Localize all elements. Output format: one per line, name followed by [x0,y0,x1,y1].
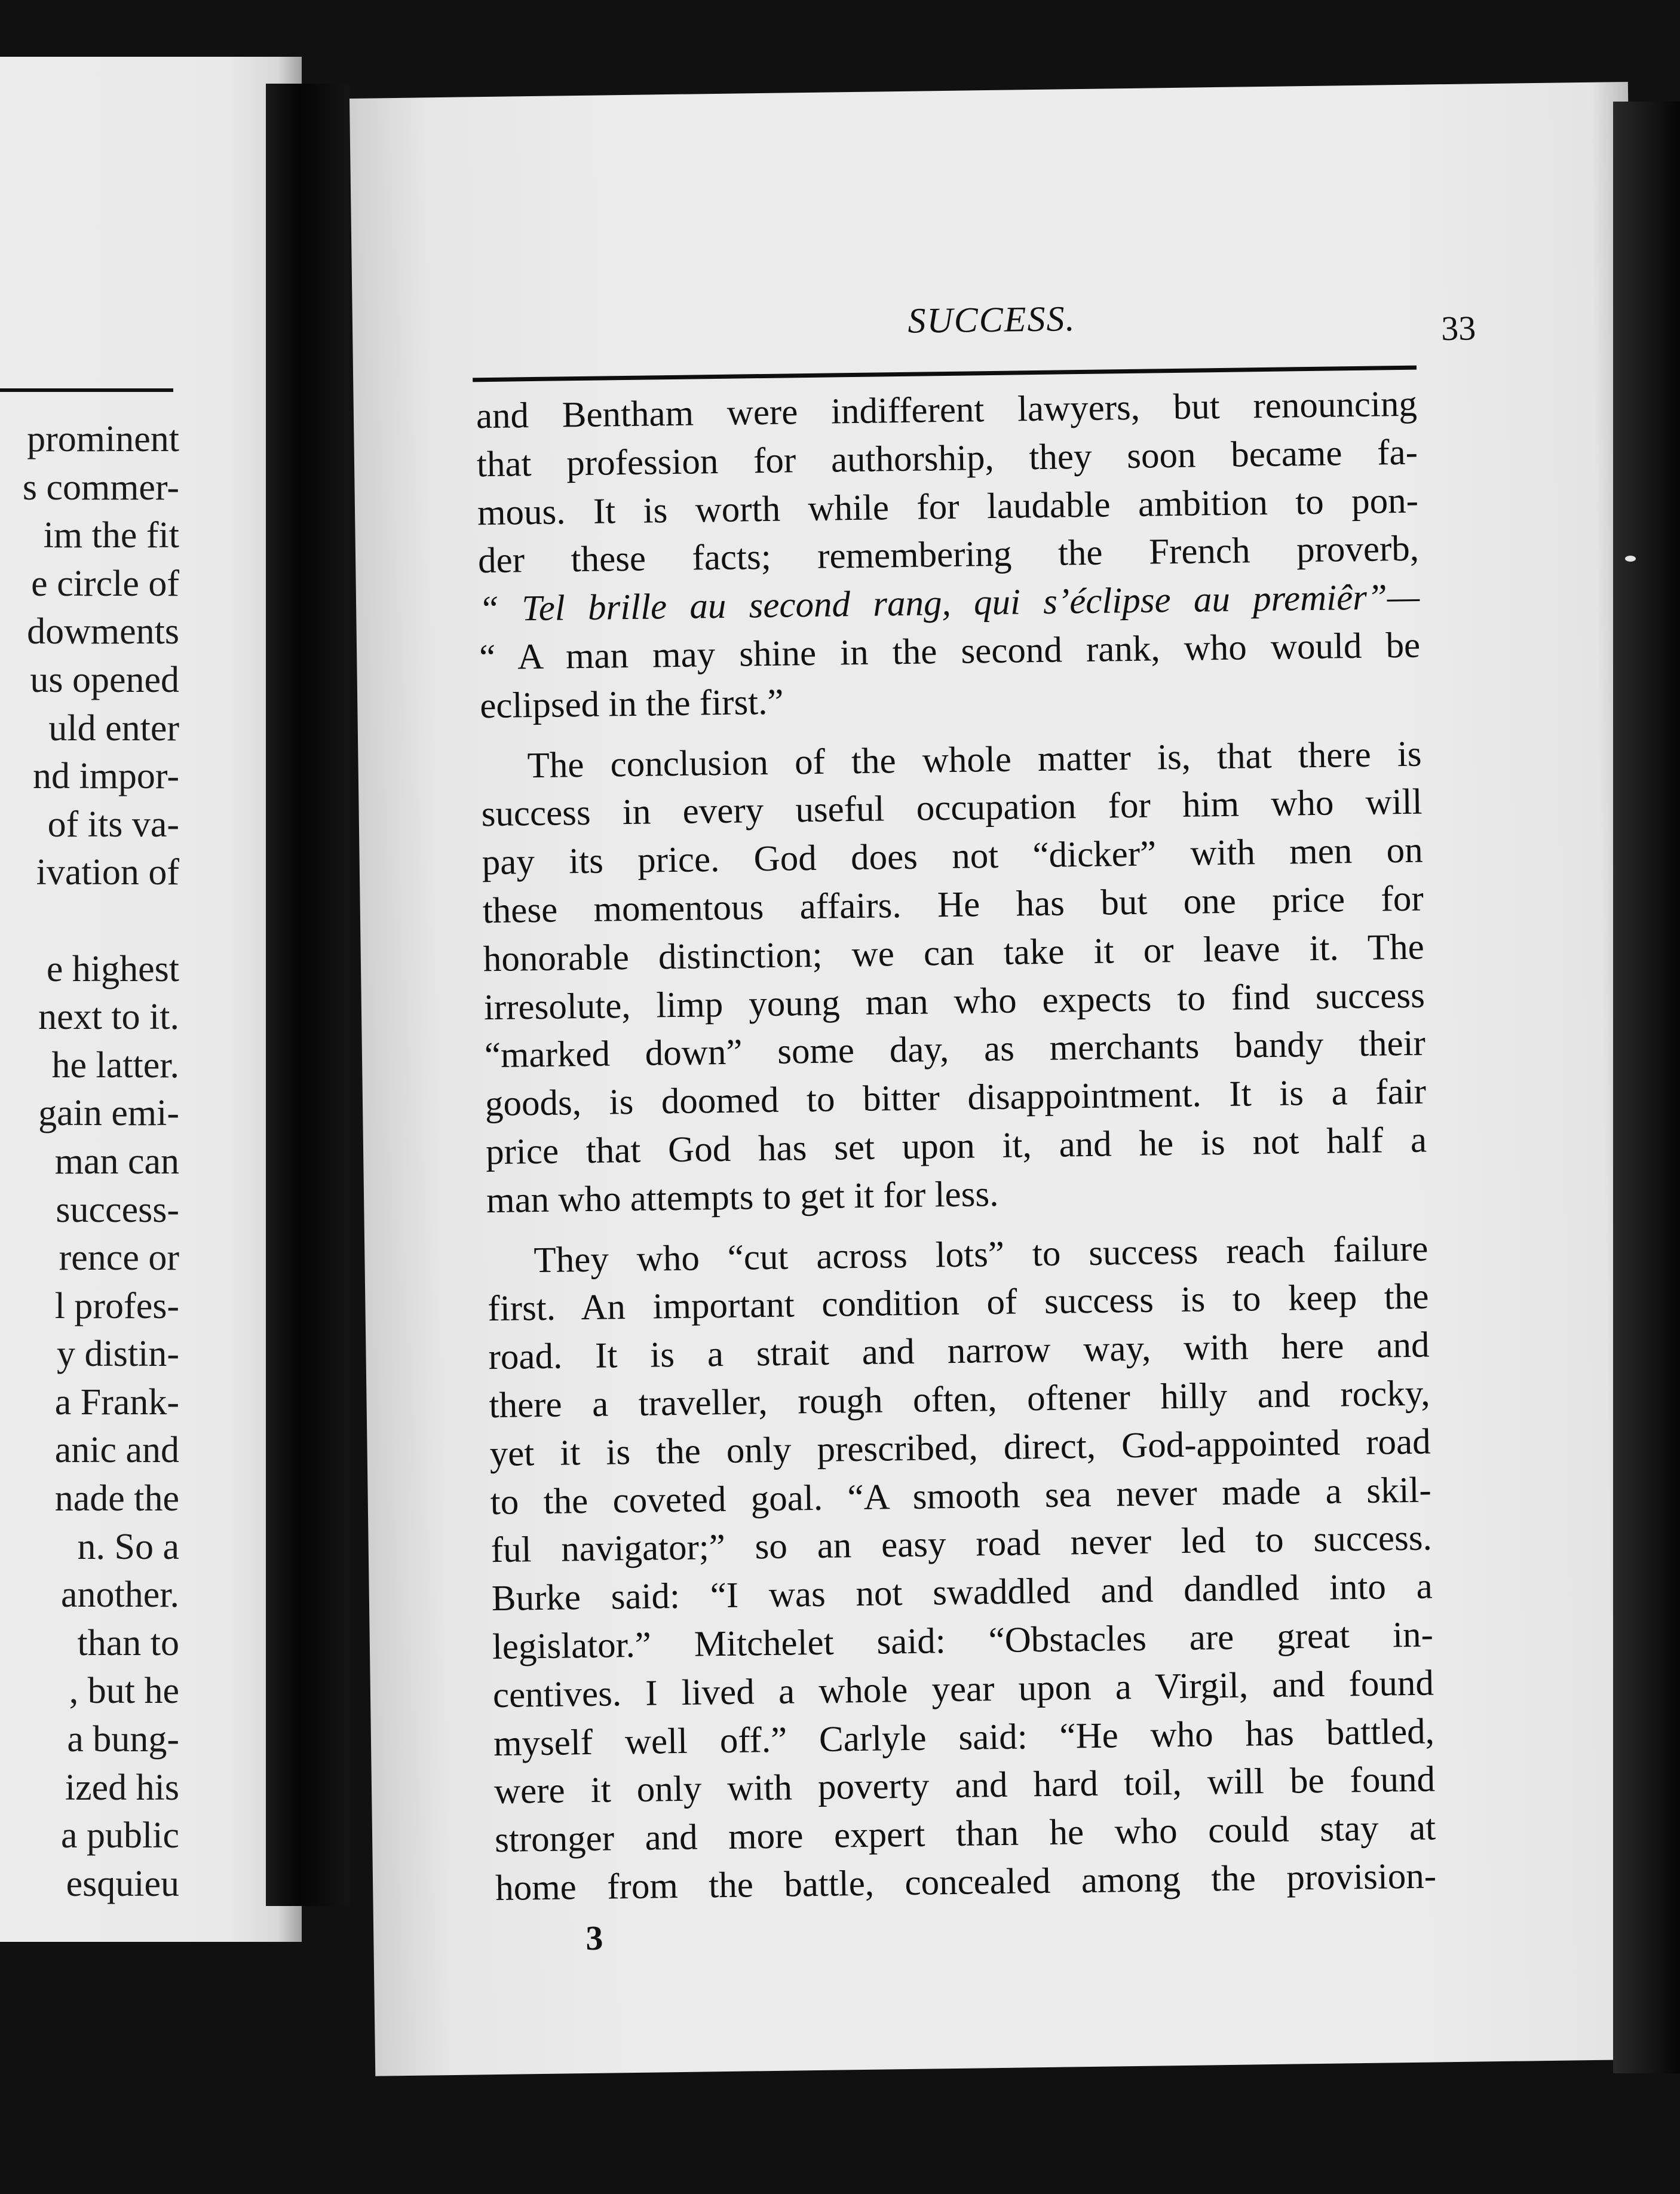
text-line: mous. It is worth while for laudable ambition to pon- [477,480,1419,533]
page-number: 33 [1440,308,1476,348]
left-page-line: ized his [65,1767,179,1808]
text-line: goods, is doomed to bitter disappointment. It is a fair [485,1071,1427,1124]
left-page-line: nade the [54,1478,179,1519]
running-head: SUCCESS. [907,299,1076,341]
left-page-line: s commer- [22,467,179,508]
text-line: were it only with poverty and hard toil, will be found [493,1759,1436,1812]
text-line: They who “cut across lots” to success reach failure [534,1228,1428,1280]
text-line: myself well off.” Carlyle said: “He who has battled, [493,1711,1435,1764]
signature-mark: 3 [585,1918,603,1958]
left-page-line: gain emi- [38,1093,179,1134]
left-page-line: anic and [54,1430,179,1471]
text-line: home from the battle, concealed among the provision- [495,1856,1437,1908]
text-line: success in every useful occupation for him who will [481,782,1423,835]
left-page-line: a public [61,1815,179,1856]
body-text [476,381,1436,1913]
left-page-line: uld enter [48,707,179,749]
text-line: eclipsed in the first.” [479,682,784,727]
text-line: and Bentham were indifferent lawyers, but renouncing [476,384,1418,437]
text-line: honorable distinction; we can take it or leave it. The [483,927,1425,979]
text-line: The conclusion of the whole matter is, that there is [527,734,1422,786]
left-page-line: e highest [46,948,179,989]
text-line: ful navigator;” so an easy road never led to success. [490,1518,1433,1571]
left-page-line: us opened [30,659,179,700]
left-page-line: l profes- [54,1285,179,1326]
text-line: man who attempts to get it for less. [486,1173,999,1221]
left-page-line: nd impor- [32,756,179,797]
left-page-line [0,897,179,945]
left-page-line: , but he [69,1671,179,1712]
left-page-line: success- [56,1189,179,1230]
left-page-line: man can [54,1141,179,1182]
text-line: stronger and more expert than he who could stay at [494,1807,1436,1861]
text-line: der these facts; remembering the French proverb, [477,529,1420,581]
text-line: yet it is the only prescribed, direct, God-appointed road [489,1421,1431,1474]
left-page-line: prominent [27,419,179,459]
left-page-line: dowments [27,611,179,652]
left-page-line: y distin- [57,1334,179,1375]
left-page-line: a bung- [67,1719,179,1760]
text-line: “ A man may shine in the second rank, who would be [479,625,1421,678]
text-line: first. An important condition of success is to keep the [488,1276,1429,1329]
left-page-line: im the fit [43,515,179,556]
left-page-line: he latter. [51,1044,179,1086]
header-rule [473,366,1417,382]
left-page-line: n. So a [77,1526,179,1567]
text-line: price that God has set upon it, and he is not half a [485,1120,1427,1173]
text-line: irresolute, limp young man who expects to find success [483,975,1425,1028]
right-page [350,82,1654,2076]
book-right-edge [1613,102,1680,2073]
left-page-line: rence or [59,1237,179,1279]
left-page [0,57,302,1942]
left-page-line: e circle of [31,563,179,604]
left-page-line: another. [61,1574,179,1616]
text-line: “marked down” some day, as merchants bandy their [484,1023,1426,1076]
text-line: that profession for authorship, they soon became fa- [476,432,1418,485]
left-page-text [0,415,179,1908]
left-page-line: of its va- [47,804,179,845]
text-line: there a traveller, rough often, oftener hilly and rocky, [489,1373,1430,1426]
left-page-line: esquieu [66,1863,179,1904]
text-line: “ Tel brille au second rang, qui s’éclipse au premiêr”— [478,577,1420,630]
book-gutter [266,84,350,1906]
text-line: pay its price. God does not “dicker” with men on [482,830,1424,883]
text-line: Burke said: “I was not swaddled and dandled into a [491,1566,1433,1619]
left-page-line: a Frank- [54,1381,179,1423]
text-line: centives. I lived a whole year upon a Virgil, and found [492,1663,1434,1715]
left-page-line: next to it. [38,997,179,1038]
text-line: road. It is a strait and narrow way, with here and [488,1325,1430,1378]
text-line: to the coveted goal. “A smooth sea never made a skil- [490,1470,1432,1522]
text-line: these momentous affairs. He has but one price for [482,878,1424,931]
paper-speck [1625,556,1636,562]
text-line: legislator.” Mitchelet said: “Obstacles are great in- [492,1614,1434,1668]
left-page-line: than to [77,1622,179,1663]
left-page-line: ivation of [36,852,179,893]
left-page-rule [0,388,173,392]
